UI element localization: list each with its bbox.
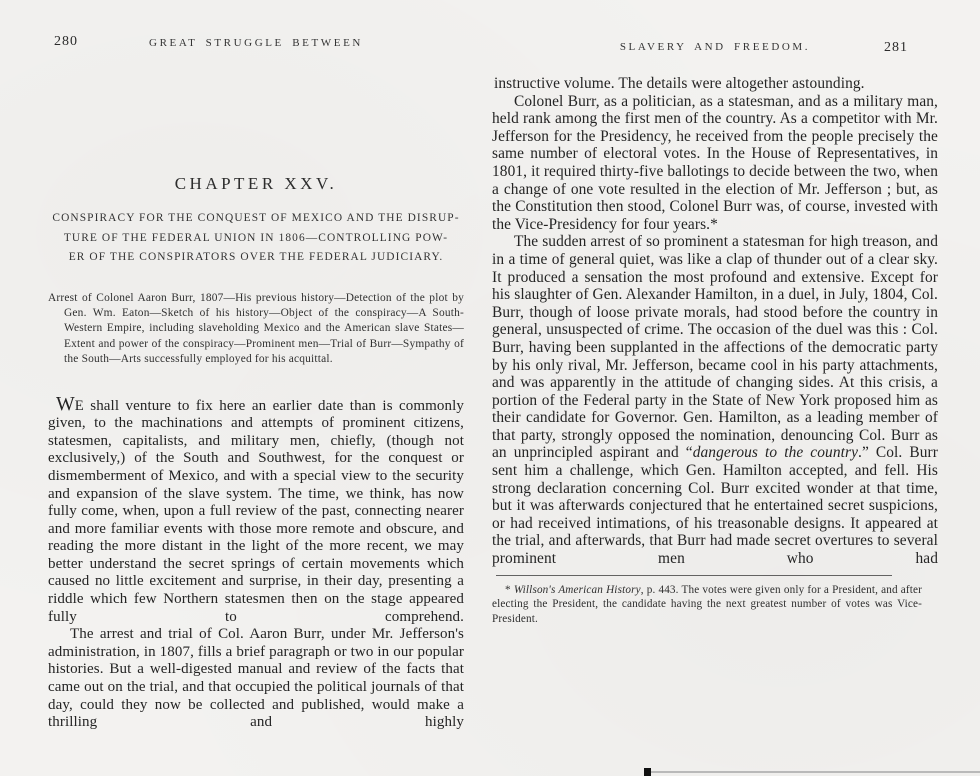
paragraph: The arrest and trial of Col. Aaron Burr, under Mr. Jefferson's administration, in 1807, fills a brief paragraph or two in our popular histories. But a well-digested manual and review of the facts that came out on the trial, and that occupied the political journals of that day, could they now be collected and published, would make a thrilling and highly xyxy=(48,626,464,731)
footnote: * Willson's American History, p. 443. The votes were given only for a President, and after electing the President, the candidate having the next greatest number of votes was Vice-President. xyxy=(492,583,922,625)
scan-artifact-blob xyxy=(644,768,651,776)
paragraph: The sudden arrest of so prominent a statesman for high treason, and in a time of general quiet, was like a clap of thunder out of a clear sky. It produced a sensation the most profound and extensive. Except for his slaughter of Gen. Alexander Hamilton, in a duel, in July, 1804, Col. Burr, though of loose private morals, had stood before the country in general, unsuspected of crime. The occasion of the duel was this : Col. Burr, having been supplanted in the affections of the democratic party by his only rival, Mr. Jefferson, became cool in his party attachments, and was apparently in the attitude of changing sides. At this crisis, a portion of the Federal party in the State of New York proposed him as their candidate for Governor. Gen. Hamilton, as a leading member of that party, strongly opposed the nomination, denouncing Col. Burr as an unprincipled aspirant and “dangerous to the country.” Col. Burr sent him a challenge, which Gen. Hamilton accepted, and fell. His strong declaration concerning Col. Burr excited wonder at that time, but it was afterwards conjectured that he entertained secret suspicions, or had received intimations, of his treasonable designs. It appeared at the trial, and afterwards, that Burr had made secret overtures to several prominent men who had xyxy=(492,233,938,568)
page-left xyxy=(48,34,464,732)
paragraph: Colonel Burr, as a politician, as a statesman, and as a military man, held rank among the first men of the country. As a competitor with Mr. Jefferson for the Presidency, he received from the people precisely the same number of electoral votes. In the House of Representatives, in 1801, it required thirty-five ballotings to decide between the two, when a change of one vote resulted in the election of Mr. Jefferson ; but, as the Constitution then stood, Colonel Burr was, of course, invested with the Vice-Presidency for four years.* xyxy=(492,92,938,233)
page-number-left: 280 xyxy=(54,34,78,49)
footnote-divider xyxy=(496,575,892,576)
running-title-left: GREAT STRUGGLE BETWEEN xyxy=(149,37,363,49)
page-right xyxy=(492,40,938,626)
paragraph: WE shall venture to fix here an earlier date than is commonly given, to the machinations and attempts of prominent citizens, statesmen, capitalists, and military men, chiefly, (though not exclusively,) of the South and Southwest, for the conquest or dismemberment of Mexico, and with a special view to the security and expansion of the slave system. The time, we think, has now fully come, when, upon a full review of the past, connecting nearer and more familiar events with those more remote and obscure, and reading the more distant in the light of the more recent, we may better understand the secret springs of certain movements which caused no little excitement and surprise, in their day, presenting a riddle which few Northern statesmen then on the stage appeared fully to comprehend. xyxy=(48,392,464,625)
scan-artifact-line xyxy=(651,771,980,773)
chapter-subtitle-line: ER OF THE CONSPIRATORS OVER THE FEDERAL JUDICIARY. xyxy=(68,251,444,263)
chapter-subtitle-line: CONSPIRACY FOR THE CONQUEST OF MEXICO AND THE DISRUP- xyxy=(52,212,460,224)
page-number-right: 281 xyxy=(884,40,908,55)
chapter-subtitle-line: TURE OF THE FEDERAL UNION IN 1806—CONTROLLING POW- xyxy=(63,231,449,244)
page-left-header xyxy=(48,34,464,54)
chapter-synopsis: Arrest of Colonel Aaron Burr, 1807—His previous history—Detection of the plot by Gen. Wm. Eaton—Sketch of his history—Object of the conspiracy—A South-Western Empire, including slaveholding Mexico and the American slave States—Extent and power of the conspiracy—Prominent men—Trial of Burr—Sympathy of the South—Arts successfully employed for his acquittal. xyxy=(48,291,464,366)
chapter-subtitle xyxy=(48,209,464,268)
paragraph: instructive volume. The details were altogether astounding. xyxy=(494,75,865,92)
chapter-title: CHAPTER XXV. xyxy=(174,174,338,193)
page-right-header xyxy=(492,40,938,60)
running-title-right: SLAVERY AND FREEDOM. xyxy=(619,41,811,53)
